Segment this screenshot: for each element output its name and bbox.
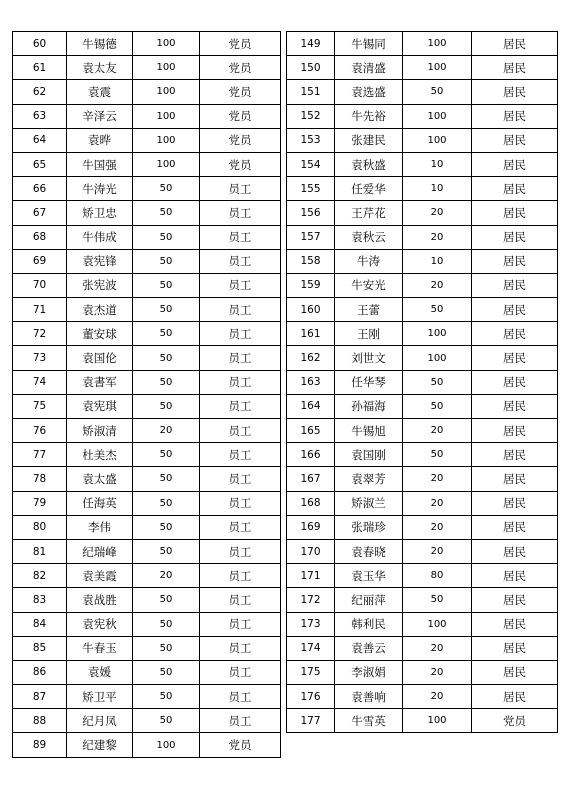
donation-table-right bbox=[286, 31, 558, 733]
row-number-cell: 165 bbox=[287, 419, 335, 443]
name-cell: 袁媛 bbox=[67, 660, 133, 684]
table-row bbox=[13, 104, 281, 128]
category-cell: 党员 bbox=[200, 32, 281, 56]
row-number-cell: 68 bbox=[13, 225, 67, 249]
row-number-cell: 70 bbox=[13, 273, 67, 297]
amount-cell: 50 bbox=[133, 201, 200, 225]
table-row bbox=[287, 298, 558, 322]
name-cell: 袁玉华 bbox=[335, 564, 403, 588]
category-cell: 员工 bbox=[200, 612, 281, 636]
amount-cell: 100 bbox=[133, 128, 200, 152]
category-cell: 居民 bbox=[472, 152, 558, 176]
category-cell: 居民 bbox=[472, 346, 558, 370]
row-number-cell: 162 bbox=[287, 346, 335, 370]
category-cell: 党员 bbox=[200, 80, 281, 104]
name-cell: 孙福海 bbox=[335, 394, 403, 418]
name-cell: 任华琴 bbox=[335, 370, 403, 394]
row-number-cell: 174 bbox=[287, 636, 335, 660]
row-number-cell: 64 bbox=[13, 128, 67, 152]
name-cell: 牛先裕 bbox=[335, 104, 403, 128]
name-cell: 纪丽萍 bbox=[335, 588, 403, 612]
table-row bbox=[13, 370, 281, 394]
category-cell: 居民 bbox=[472, 201, 558, 225]
table-row bbox=[287, 370, 558, 394]
row-number-cell: 79 bbox=[13, 491, 67, 515]
row-number-cell: 65 bbox=[13, 152, 67, 176]
row-number-cell: 72 bbox=[13, 322, 67, 346]
amount-cell: 20 bbox=[403, 636, 472, 660]
table-row bbox=[287, 346, 558, 370]
amount-cell: 20 bbox=[403, 467, 472, 491]
amount-cell: 50 bbox=[403, 298, 472, 322]
category-cell: 居民 bbox=[472, 588, 558, 612]
category-cell: 员工 bbox=[200, 249, 281, 273]
table-row bbox=[13, 491, 281, 515]
table-row bbox=[13, 80, 281, 104]
name-cell: 韩利民 bbox=[335, 612, 403, 636]
row-number-cell: 152 bbox=[287, 104, 335, 128]
amount-cell: 100 bbox=[403, 128, 472, 152]
table-row bbox=[287, 588, 558, 612]
row-number-cell: 66 bbox=[13, 177, 67, 201]
category-cell: 党员 bbox=[472, 709, 558, 733]
amount-cell: 50 bbox=[133, 636, 200, 660]
table-row bbox=[287, 443, 558, 467]
row-number-cell: 154 bbox=[287, 152, 335, 176]
row-number-cell: 153 bbox=[287, 128, 335, 152]
name-cell: 牛雪英 bbox=[335, 709, 403, 733]
table-row bbox=[13, 225, 281, 249]
table-row bbox=[287, 322, 558, 346]
row-number-cell: 85 bbox=[13, 636, 67, 660]
name-cell: 袁杰道 bbox=[67, 298, 133, 322]
category-cell: 员工 bbox=[200, 273, 281, 297]
name-cell: 矫淑清 bbox=[67, 419, 133, 443]
name-cell: 袁宪琪 bbox=[67, 394, 133, 418]
row-number-cell: 71 bbox=[13, 298, 67, 322]
name-cell: 袁翠芳 bbox=[335, 467, 403, 491]
name-cell: 任海英 bbox=[67, 491, 133, 515]
amount-cell: 50 bbox=[133, 491, 200, 515]
category-cell: 居民 bbox=[472, 491, 558, 515]
amount-cell: 20 bbox=[133, 564, 200, 588]
amount-cell: 100 bbox=[403, 322, 472, 346]
name-cell: 王刚 bbox=[335, 322, 403, 346]
category-cell: 居民 bbox=[472, 104, 558, 128]
amount-cell: 50 bbox=[133, 467, 200, 491]
amount-cell: 100 bbox=[403, 346, 472, 370]
table-row bbox=[13, 539, 281, 563]
category-cell: 居民 bbox=[472, 467, 558, 491]
category-cell: 居民 bbox=[472, 249, 558, 273]
table-row bbox=[13, 346, 281, 370]
amount-cell: 50 bbox=[133, 539, 200, 563]
name-cell: 董安球 bbox=[67, 322, 133, 346]
table-row bbox=[287, 32, 558, 56]
row-number-cell: 73 bbox=[13, 346, 67, 370]
row-number-cell: 156 bbox=[287, 201, 335, 225]
category-cell: 居民 bbox=[472, 370, 558, 394]
row-number-cell: 62 bbox=[13, 80, 67, 104]
row-number-cell: 166 bbox=[287, 443, 335, 467]
row-number-cell: 67 bbox=[13, 201, 67, 225]
category-cell: 居民 bbox=[472, 564, 558, 588]
row-number-cell: 173 bbox=[287, 612, 335, 636]
name-cell: 牛锡同 bbox=[335, 32, 403, 56]
row-number-cell: 160 bbox=[287, 298, 335, 322]
table-row bbox=[13, 588, 281, 612]
table-row bbox=[287, 660, 558, 684]
table-row bbox=[287, 128, 558, 152]
table-row bbox=[13, 467, 281, 491]
name-cell: 王芹花 bbox=[335, 201, 403, 225]
table-row bbox=[287, 80, 558, 104]
row-number-cell: 82 bbox=[13, 564, 67, 588]
row-number-cell: 171 bbox=[287, 564, 335, 588]
category-cell: 员工 bbox=[200, 685, 281, 709]
row-number-cell: 83 bbox=[13, 588, 67, 612]
category-cell: 居民 bbox=[472, 128, 558, 152]
category-cell: 党员 bbox=[200, 104, 281, 128]
table-row bbox=[13, 733, 281, 757]
row-number-cell: 80 bbox=[13, 515, 67, 539]
table-row bbox=[287, 177, 558, 201]
amount-cell: 100 bbox=[133, 104, 200, 128]
category-cell: 党员 bbox=[200, 56, 281, 80]
category-cell: 员工 bbox=[200, 298, 281, 322]
category-cell: 居民 bbox=[472, 273, 558, 297]
category-cell: 员工 bbox=[200, 394, 281, 418]
name-cell: 牛春玉 bbox=[67, 636, 133, 660]
amount-cell: 20 bbox=[403, 539, 472, 563]
row-number-cell: 89 bbox=[13, 733, 67, 757]
category-cell: 员工 bbox=[200, 419, 281, 443]
name-cell: 张建民 bbox=[335, 128, 403, 152]
amount-cell: 50 bbox=[133, 685, 200, 709]
category-cell: 员工 bbox=[200, 346, 281, 370]
category-cell: 居民 bbox=[472, 80, 558, 104]
category-cell: 党员 bbox=[200, 152, 281, 176]
amount-cell: 50 bbox=[403, 80, 472, 104]
name-cell: 纪建黎 bbox=[67, 733, 133, 757]
row-number-cell: 155 bbox=[287, 177, 335, 201]
name-cell: 牛国强 bbox=[67, 152, 133, 176]
category-cell: 员工 bbox=[200, 201, 281, 225]
row-number-cell: 172 bbox=[287, 588, 335, 612]
amount-cell: 100 bbox=[133, 152, 200, 176]
row-number-cell: 175 bbox=[287, 660, 335, 684]
name-cell: 袁春晓 bbox=[335, 539, 403, 563]
category-cell: 员工 bbox=[200, 564, 281, 588]
table-row bbox=[287, 225, 558, 249]
table-row bbox=[287, 104, 558, 128]
row-number-cell: 151 bbox=[287, 80, 335, 104]
amount-cell: 50 bbox=[403, 394, 472, 418]
table-row bbox=[287, 612, 558, 636]
name-cell: 袁选盛 bbox=[335, 80, 403, 104]
category-cell: 员工 bbox=[200, 322, 281, 346]
amount-cell: 50 bbox=[133, 709, 200, 733]
table-row bbox=[287, 394, 558, 418]
name-cell: 袁書军 bbox=[67, 370, 133, 394]
table-row bbox=[13, 152, 281, 176]
name-cell: 袁太盛 bbox=[67, 467, 133, 491]
category-cell: 员工 bbox=[200, 709, 281, 733]
name-cell: 袁美霞 bbox=[67, 564, 133, 588]
row-number-cell: 75 bbox=[13, 394, 67, 418]
row-number-cell: 61 bbox=[13, 56, 67, 80]
amount-cell: 50 bbox=[403, 370, 472, 394]
name-cell: 牛涛光 bbox=[67, 177, 133, 201]
amount-cell: 20 bbox=[403, 419, 472, 443]
row-number-cell: 177 bbox=[287, 709, 335, 733]
table-row bbox=[287, 564, 558, 588]
table-row bbox=[287, 249, 558, 273]
amount-cell: 50 bbox=[133, 177, 200, 201]
name-cell: 王蕾 bbox=[335, 298, 403, 322]
row-number-cell: 88 bbox=[13, 709, 67, 733]
category-cell: 居民 bbox=[472, 515, 558, 539]
category-cell: 居民 bbox=[472, 298, 558, 322]
table-row bbox=[287, 56, 558, 80]
row-number-cell: 170 bbox=[287, 539, 335, 563]
amount-cell: 50 bbox=[133, 370, 200, 394]
table-row bbox=[13, 419, 281, 443]
category-cell: 党员 bbox=[200, 128, 281, 152]
row-number-cell: 164 bbox=[287, 394, 335, 418]
table-row bbox=[287, 685, 558, 709]
row-number-cell: 84 bbox=[13, 612, 67, 636]
left-table-body bbox=[13, 32, 281, 758]
table-row bbox=[13, 201, 281, 225]
name-cell: 辛泽云 bbox=[67, 104, 133, 128]
row-number-cell: 74 bbox=[13, 370, 67, 394]
category-cell: 员工 bbox=[200, 177, 281, 201]
table-row bbox=[13, 564, 281, 588]
name-cell: 矫卫平 bbox=[67, 685, 133, 709]
name-cell: 牛锡德 bbox=[67, 32, 133, 56]
table-row bbox=[287, 152, 558, 176]
table-row bbox=[13, 32, 281, 56]
name-cell: 牛锡旭 bbox=[335, 419, 403, 443]
name-cell: 袁震 bbox=[67, 80, 133, 104]
table-row bbox=[13, 709, 281, 733]
category-cell: 员工 bbox=[200, 515, 281, 539]
category-cell: 员工 bbox=[200, 539, 281, 563]
category-cell: 员工 bbox=[200, 491, 281, 515]
category-cell: 居民 bbox=[472, 32, 558, 56]
name-cell: 矫淑兰 bbox=[335, 491, 403, 515]
amount-cell: 100 bbox=[403, 709, 472, 733]
name-cell: 李淑娟 bbox=[335, 660, 403, 684]
category-cell: 员工 bbox=[200, 636, 281, 660]
category-cell: 党员 bbox=[200, 733, 281, 757]
table-row bbox=[287, 467, 558, 491]
name-cell: 袁国伦 bbox=[67, 346, 133, 370]
name-cell: 袁清盛 bbox=[335, 56, 403, 80]
row-number-cell: 150 bbox=[287, 56, 335, 80]
name-cell: 杜美杰 bbox=[67, 443, 133, 467]
category-cell: 居民 bbox=[472, 660, 558, 684]
amount-cell: 50 bbox=[403, 443, 472, 467]
name-cell: 纪瑞峰 bbox=[67, 539, 133, 563]
category-cell: 居民 bbox=[472, 636, 558, 660]
category-cell: 居民 bbox=[472, 322, 558, 346]
row-number-cell: 60 bbox=[13, 32, 67, 56]
table-row bbox=[287, 709, 558, 733]
amount-cell: 50 bbox=[133, 612, 200, 636]
amount-cell: 100 bbox=[403, 32, 472, 56]
table-row bbox=[13, 660, 281, 684]
amount-cell: 100 bbox=[403, 56, 472, 80]
row-number-cell: 169 bbox=[287, 515, 335, 539]
row-number-cell: 87 bbox=[13, 685, 67, 709]
table-row bbox=[287, 491, 558, 515]
name-cell: 牛安光 bbox=[335, 273, 403, 297]
table-row bbox=[13, 394, 281, 418]
name-cell: 纪月凤 bbox=[67, 709, 133, 733]
name-cell: 袁善响 bbox=[335, 685, 403, 709]
table-row bbox=[287, 636, 558, 660]
table-row bbox=[13, 177, 281, 201]
row-number-cell: 76 bbox=[13, 419, 67, 443]
amount-cell: 100 bbox=[133, 733, 200, 757]
row-number-cell: 69 bbox=[13, 249, 67, 273]
row-number-cell: 157 bbox=[287, 225, 335, 249]
amount-cell: 50 bbox=[133, 515, 200, 539]
row-number-cell: 78 bbox=[13, 467, 67, 491]
category-cell: 居民 bbox=[472, 443, 558, 467]
category-cell: 居民 bbox=[472, 56, 558, 80]
amount-cell: 100 bbox=[133, 56, 200, 80]
table-row bbox=[13, 515, 281, 539]
row-number-cell: 86 bbox=[13, 660, 67, 684]
category-cell: 居民 bbox=[472, 225, 558, 249]
amount-cell: 10 bbox=[403, 152, 472, 176]
amount-cell: 20 bbox=[403, 201, 472, 225]
category-cell: 员工 bbox=[200, 467, 281, 491]
amount-cell: 100 bbox=[403, 104, 472, 128]
row-number-cell: 81 bbox=[13, 539, 67, 563]
name-cell: 袁宪秋 bbox=[67, 612, 133, 636]
category-cell: 居民 bbox=[472, 394, 558, 418]
amount-cell: 20 bbox=[133, 419, 200, 443]
amount-cell: 100 bbox=[133, 80, 200, 104]
table-row bbox=[287, 515, 558, 539]
name-cell: 袁善云 bbox=[335, 636, 403, 660]
table-row bbox=[13, 298, 281, 322]
amount-cell: 50 bbox=[133, 443, 200, 467]
table-row bbox=[13, 612, 281, 636]
table-row bbox=[13, 128, 281, 152]
amount-cell: 100 bbox=[133, 32, 200, 56]
row-number-cell: 176 bbox=[287, 685, 335, 709]
name-cell: 袁秋云 bbox=[335, 225, 403, 249]
amount-cell: 50 bbox=[403, 588, 472, 612]
amount-cell: 50 bbox=[133, 298, 200, 322]
name-cell: 袁战胜 bbox=[67, 588, 133, 612]
right-table-body bbox=[287, 32, 558, 733]
amount-cell: 50 bbox=[133, 225, 200, 249]
table-row bbox=[13, 56, 281, 80]
category-cell: 员工 bbox=[200, 443, 281, 467]
amount-cell: 50 bbox=[133, 394, 200, 418]
row-number-cell: 158 bbox=[287, 249, 335, 273]
name-cell: 牛涛 bbox=[335, 249, 403, 273]
table-row bbox=[287, 201, 558, 225]
name-cell: 袁国刚 bbox=[335, 443, 403, 467]
name-cell: 张宪波 bbox=[67, 273, 133, 297]
name-cell: 矫卫忠 bbox=[67, 201, 133, 225]
name-cell: 任爱华 bbox=[335, 177, 403, 201]
table-row bbox=[287, 539, 558, 563]
amount-cell: 20 bbox=[403, 225, 472, 249]
amount-cell: 50 bbox=[133, 273, 200, 297]
row-number-cell: 63 bbox=[13, 104, 67, 128]
name-cell: 张瑞珍 bbox=[335, 515, 403, 539]
category-cell: 员工 bbox=[200, 370, 281, 394]
amount-cell: 10 bbox=[403, 177, 472, 201]
amount-cell: 50 bbox=[133, 322, 200, 346]
name-cell: 李伟 bbox=[67, 515, 133, 539]
category-cell: 员工 bbox=[200, 660, 281, 684]
name-cell: 袁太友 bbox=[67, 56, 133, 80]
row-number-cell: 167 bbox=[287, 467, 335, 491]
name-cell: 袁宪锋 bbox=[67, 249, 133, 273]
amount-cell: 80 bbox=[403, 564, 472, 588]
name-cell: 袁秋盛 bbox=[335, 152, 403, 176]
donation-table-left bbox=[12, 31, 281, 758]
amount-cell: 20 bbox=[403, 273, 472, 297]
amount-cell: 20 bbox=[403, 685, 472, 709]
row-number-cell: 168 bbox=[287, 491, 335, 515]
category-cell: 居民 bbox=[472, 539, 558, 563]
table-row bbox=[287, 419, 558, 443]
table-row bbox=[13, 636, 281, 660]
name-cell: 袁晔 bbox=[67, 128, 133, 152]
category-cell: 居民 bbox=[472, 419, 558, 443]
name-cell: 刘世文 bbox=[335, 346, 403, 370]
row-number-cell: 163 bbox=[287, 370, 335, 394]
row-number-cell: 149 bbox=[287, 32, 335, 56]
table-row bbox=[13, 685, 281, 709]
table-row bbox=[13, 249, 281, 273]
amount-cell: 20 bbox=[403, 515, 472, 539]
table-row bbox=[13, 322, 281, 346]
amount-cell: 50 bbox=[133, 249, 200, 273]
amount-cell: 50 bbox=[133, 588, 200, 612]
category-cell: 居民 bbox=[472, 685, 558, 709]
row-number-cell: 161 bbox=[287, 322, 335, 346]
table-row bbox=[287, 273, 558, 297]
amount-cell: 50 bbox=[133, 660, 200, 684]
amount-cell: 20 bbox=[403, 660, 472, 684]
category-cell: 居民 bbox=[472, 612, 558, 636]
amount-cell: 50 bbox=[133, 346, 200, 370]
table-row bbox=[13, 273, 281, 297]
row-number-cell: 159 bbox=[287, 273, 335, 297]
category-cell: 员工 bbox=[200, 588, 281, 612]
amount-cell: 10 bbox=[403, 249, 472, 273]
table-row bbox=[13, 443, 281, 467]
row-number-cell: 77 bbox=[13, 443, 67, 467]
amount-cell: 100 bbox=[403, 612, 472, 636]
name-cell: 牛伟成 bbox=[67, 225, 133, 249]
category-cell: 员工 bbox=[200, 225, 281, 249]
amount-cell: 20 bbox=[403, 491, 472, 515]
category-cell: 居民 bbox=[472, 177, 558, 201]
